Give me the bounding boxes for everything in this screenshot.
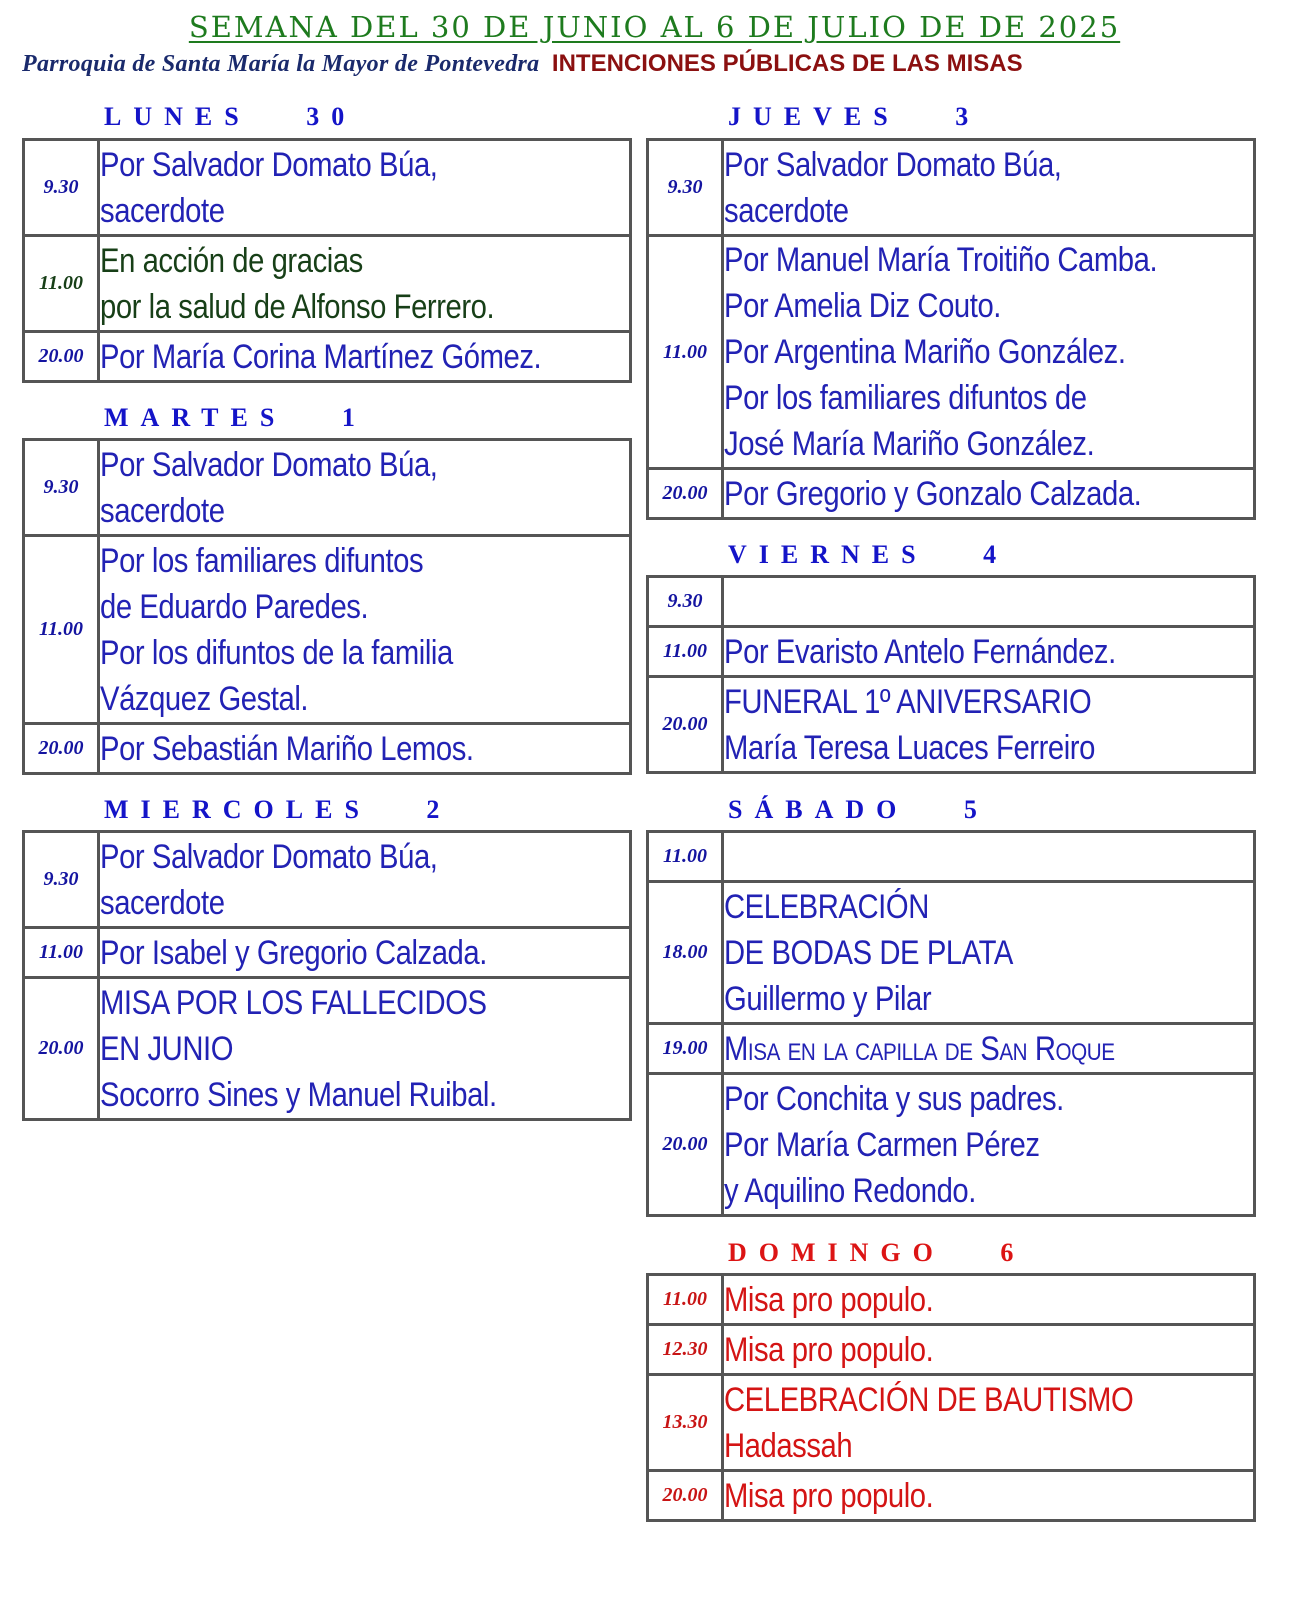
intention-line: sacerdote bbox=[100, 491, 225, 530]
schedule-viernes bbox=[646, 575, 1256, 774]
mass-row bbox=[24, 536, 631, 724]
mass-time: 12.30 bbox=[648, 1325, 723, 1375]
intention-line: CELEBRACIÓN DE BAUTISMO bbox=[724, 1380, 1134, 1419]
intention-line: Por Salvador Domato Búa, bbox=[724, 145, 1062, 184]
day-title-miercoles: MIERCOLES 2 bbox=[104, 795, 452, 824]
parish-name: Parroquia de Santa María la Mayor de Pontevedra bbox=[22, 51, 540, 77]
mass-intention bbox=[723, 677, 1255, 773]
mass-time: 20.00 bbox=[24, 332, 99, 382]
mass-time: 19.00 bbox=[648, 1024, 723, 1074]
mass-intention bbox=[99, 978, 631, 1120]
intention-line: Por María Carmen Pérez bbox=[724, 1125, 1040, 1164]
intention-line: MISA POR LOS FALLECIDOS bbox=[100, 983, 487, 1022]
mass-row bbox=[648, 677, 1255, 773]
intention-line: Por Salvador Domato Búa, bbox=[100, 445, 438, 484]
intention-line: María Teresa Luaces Ferreiro bbox=[724, 728, 1095, 767]
intention-line: Por Gregorio y Gonzalo Calzada. bbox=[724, 474, 1142, 513]
mass-intention bbox=[723, 1325, 1255, 1375]
mass-row bbox=[24, 724, 631, 774]
intention-line: Guillermo y Pilar bbox=[724, 979, 932, 1018]
intention-line: Por Manuel María Troitiño Camba. bbox=[724, 241, 1158, 279]
intention-line: José María Mariño González. bbox=[724, 425, 1095, 463]
mass-time: 9.30 bbox=[24, 140, 99, 236]
intention-line: FUNERAL 1º ANIVERSARIO bbox=[724, 682, 1092, 721]
mass-time: 11.00 bbox=[24, 236, 99, 332]
mass-row bbox=[648, 1325, 1255, 1375]
day-title-martes: MARTES 1 bbox=[104, 403, 367, 432]
subtitle bbox=[22, 50, 1292, 78]
day-title-viernes: VIERNES 4 bbox=[728, 540, 1009, 569]
mass-row bbox=[648, 832, 1255, 882]
mass-time: 9.30 bbox=[24, 832, 99, 928]
intention-line bbox=[724, 579, 1179, 625]
mass-row bbox=[648, 236, 1255, 469]
mass-row bbox=[24, 140, 631, 236]
mass-intention bbox=[99, 724, 631, 774]
mass-intention bbox=[723, 1074, 1255, 1216]
mass-row bbox=[648, 1471, 1255, 1521]
mass-row bbox=[648, 627, 1255, 677]
intention-line: por la salud de Alfonso Ferrero. bbox=[100, 287, 495, 326]
mass-time: 9.30 bbox=[648, 140, 723, 236]
intention-line: EN JUNIO bbox=[100, 1029, 234, 1068]
mass-time: 13.30 bbox=[648, 1375, 723, 1471]
mass-time: 20.00 bbox=[648, 469, 723, 519]
mass-row bbox=[648, 882, 1255, 1024]
mass-intention bbox=[99, 832, 631, 928]
schedule-sabado bbox=[646, 830, 1256, 1217]
intention-line: sacerdote bbox=[100, 191, 225, 230]
mass-intention bbox=[723, 1471, 1255, 1521]
intention-line: Hadassah bbox=[724, 1426, 853, 1465]
intention-line: Por los familiares difuntos de bbox=[724, 379, 1087, 417]
mass-row bbox=[24, 978, 631, 1120]
mass-intention bbox=[723, 1024, 1255, 1074]
mass-intention bbox=[723, 627, 1255, 677]
mass-row bbox=[24, 928, 631, 978]
intention-line bbox=[724, 834, 1179, 880]
intentions-heading: INTENCIONES PÚBLICAS DE LAS MISAS bbox=[551, 50, 1023, 77]
mass-intention bbox=[99, 536, 631, 724]
intention-line: Misa pro populo. bbox=[724, 1330, 934, 1369]
mass-time: 20.00 bbox=[24, 724, 99, 774]
schedule-domingo bbox=[646, 1273, 1256, 1522]
mass-intention bbox=[723, 832, 1255, 882]
intention-line: Por Evaristo Antelo Fernández. bbox=[724, 632, 1116, 671]
intention-line: Misa pro populo. bbox=[724, 1476, 934, 1515]
page-title: SEMANA DEL 30 DE JUNIO AL 6 DE JULIO DE DE 2025 bbox=[188, 10, 1121, 44]
mass-intention bbox=[99, 332, 631, 382]
day-title-sabado: SÁBADO 5 bbox=[728, 795, 989, 824]
intention-line: Por Salvador Domato Búa, bbox=[100, 837, 438, 876]
intention-line: Misa pro populo. bbox=[724, 1280, 934, 1319]
mass-row bbox=[648, 577, 1255, 627]
mass-time: 11.00 bbox=[648, 627, 723, 677]
mass-time: 11.00 bbox=[648, 1275, 723, 1325]
mass-time: 9.30 bbox=[648, 577, 723, 627]
mass-row bbox=[24, 332, 631, 382]
mass-time: 9.30 bbox=[24, 440, 99, 536]
mass-time: 18.00 bbox=[648, 882, 723, 1024]
mass-time: 20.00 bbox=[648, 1074, 723, 1216]
mass-intention bbox=[723, 236, 1255, 469]
mass-row bbox=[648, 469, 1255, 519]
intention-line: Por Amelia Diz Couto. bbox=[724, 287, 1002, 325]
mass-intention bbox=[99, 928, 631, 978]
mass-intention bbox=[723, 140, 1255, 236]
intention-line: Misa en la capilla de San Roque bbox=[724, 1029, 1115, 1068]
intention-line: y Aquilino Redondo. bbox=[724, 1171, 976, 1210]
mass-intention bbox=[723, 1375, 1255, 1471]
intention-line: Vázquez Gestal. bbox=[100, 679, 309, 718]
mass-time: 11.00 bbox=[24, 928, 99, 978]
mass-row bbox=[648, 140, 1255, 236]
mass-intention bbox=[99, 140, 631, 236]
intention-line: de Eduardo Paredes. bbox=[100, 587, 369, 626]
intention-line: CELEBRACIÓN bbox=[724, 887, 929, 926]
mass-time: 11.00 bbox=[24, 536, 99, 724]
mass-intention bbox=[99, 440, 631, 536]
mass-row bbox=[648, 1024, 1255, 1074]
intention-line: Por Conchita y sus padres. bbox=[724, 1079, 1064, 1118]
intention-line: sacerdote bbox=[100, 883, 225, 922]
mass-intention bbox=[723, 469, 1255, 519]
mass-row bbox=[24, 236, 631, 332]
mass-row bbox=[24, 440, 631, 536]
schedule-miercoles bbox=[22, 830, 632, 1121]
intention-line: Por María Corina Martínez Gómez. bbox=[100, 337, 542, 376]
mass-intention bbox=[723, 577, 1255, 627]
day-title-jueves: JUEVES 3 bbox=[728, 102, 981, 131]
intention-line: Por Salvador Domato Búa, bbox=[100, 145, 438, 184]
mass-row bbox=[648, 1275, 1255, 1325]
schedule-jueves bbox=[646, 138, 1256, 520]
mass-time: 20.00 bbox=[648, 677, 723, 773]
mass-row bbox=[648, 1074, 1255, 1216]
mass-intention bbox=[723, 1275, 1255, 1325]
intention-line: Por los difuntos de la familia bbox=[100, 633, 453, 672]
mass-time: 20.00 bbox=[648, 1471, 723, 1521]
day-title-lunes: LUNES 30 bbox=[104, 102, 357, 131]
intention-line: Por Isabel y Gregorio Calzada. bbox=[100, 933, 487, 972]
intention-line: Por los familiares difuntos bbox=[100, 541, 424, 580]
mass-time: 11.00 bbox=[648, 236, 723, 469]
schedule-lunes bbox=[22, 138, 632, 383]
mass-row bbox=[24, 832, 631, 928]
intention-line: DE BODAS DE PLATA bbox=[724, 933, 1013, 972]
mass-intention bbox=[723, 882, 1255, 1024]
intention-line: Por Argentina Mariño González. bbox=[724, 333, 1126, 371]
mass-row bbox=[648, 1375, 1255, 1471]
schedule-martes bbox=[22, 438, 632, 775]
mass-intention bbox=[99, 236, 631, 332]
intention-line: Socorro Sines y Manuel Ruibal. bbox=[100, 1075, 497, 1114]
mass-time: 11.00 bbox=[648, 832, 723, 882]
day-title-domingo: DOMINGO 6 bbox=[728, 1238, 1026, 1267]
intention-line: sacerdote bbox=[724, 191, 849, 230]
intention-line: Por Sebastián Mariño Lemos. bbox=[100, 729, 474, 768]
intention-line: En acción de gracias bbox=[100, 241, 363, 280]
mass-time: 20.00 bbox=[24, 978, 99, 1120]
